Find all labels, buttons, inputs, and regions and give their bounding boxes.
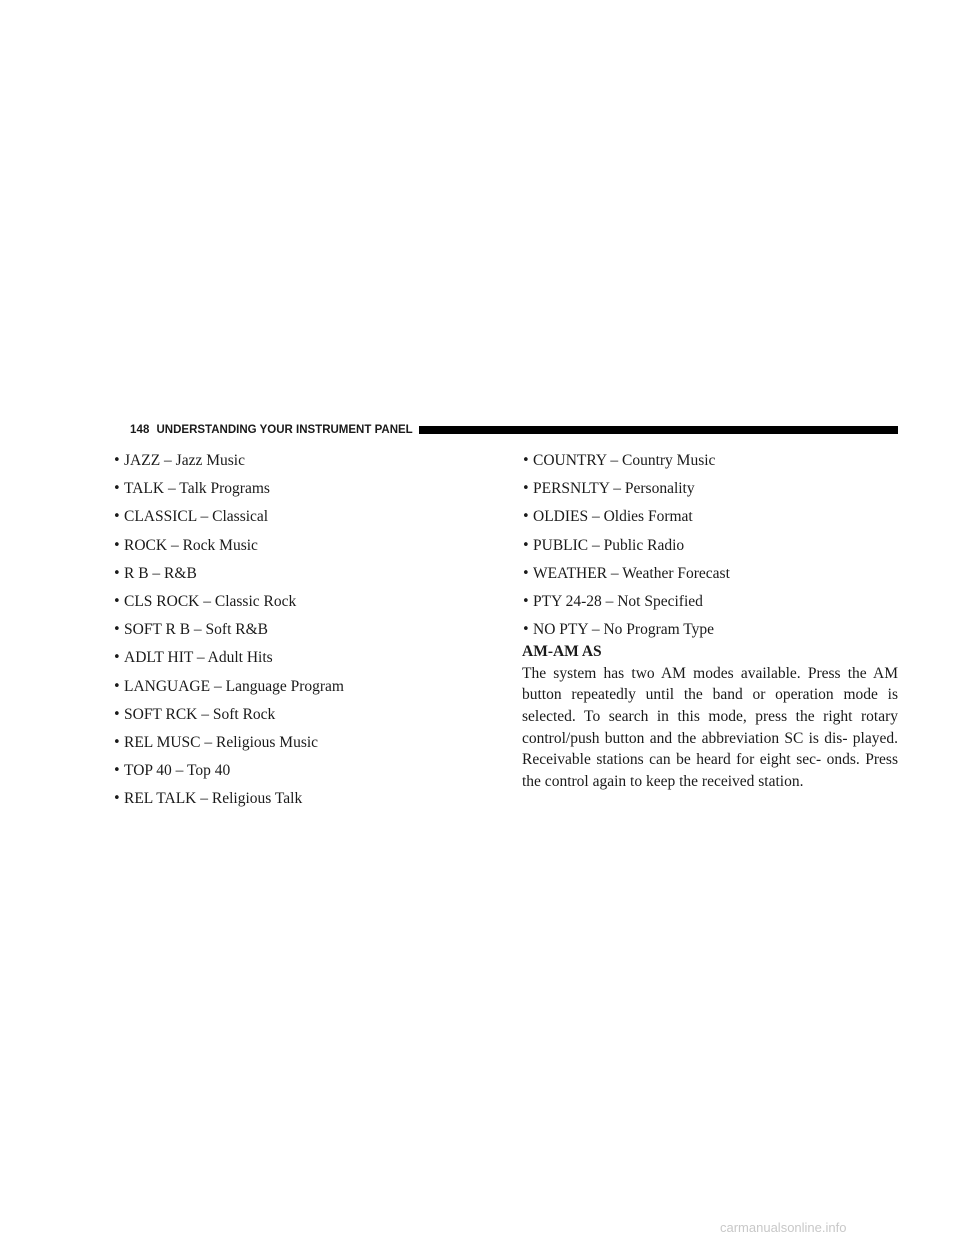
list-item <box>522 563 898 591</box>
list-item-text: LANGUAGE – Language Program <box>124 677 344 695</box>
list-item-text: CLS ROCK – Classic Rock <box>124 592 297 610</box>
bullet-icon: • <box>113 763 121 779</box>
list-item-text: NO PTY – No Program Type <box>533 621 715 639</box>
list-item-text: CLASSICL – Classical <box>124 508 269 526</box>
section-title: UNDERSTANDING YOUR INSTRUMENT PANEL <box>156 424 413 436</box>
list-item-text: JAZZ – Jazz Music <box>124 452 245 469</box>
list-item-text: SOFT RCK – Soft Rock <box>124 705 276 723</box>
list-item <box>113 563 483 591</box>
bullet-icon: • <box>113 453 121 468</box>
bullet-icon: • <box>113 509 121 525</box>
bullet-icon: • <box>522 481 530 497</box>
list-item <box>113 647 483 675</box>
list-item <box>522 535 898 563</box>
list-item-text: SOFT R B – Soft R&B <box>124 621 268 639</box>
bullet-icon: • <box>113 622 121 638</box>
list-item-text: PTY 24-28 – Not Specified <box>533 592 703 610</box>
list-item-text: REL MUSC – Religious Music <box>124 733 319 751</box>
right-column <box>522 450 898 792</box>
list-item <box>113 619 483 647</box>
list-item <box>113 591 483 619</box>
program-type-list-left <box>113 450 483 816</box>
section-body: The system has two AM modes available. Press the AM button repeatedly until the band or operation mode is selected. To search in this mode, press the right rotary control/push button and the abbreviation SC is dis- played. Receivable stations can be heard for eight sec- onds. Press the control again to keep the received station. <box>522 664 898 790</box>
left-column <box>113 450 483 816</box>
list-item-text: ROCK – Rock Music <box>124 536 258 554</box>
bullet-icon: • <box>522 565 530 581</box>
list-item-text: COUNTRY – Country Music <box>533 452 716 469</box>
list-item-text: TOP 40 – Top 40 <box>124 762 231 780</box>
bullet-icon: • <box>113 706 121 722</box>
list-item <box>113 676 483 704</box>
list-item-text: R B – R&B <box>124 564 197 582</box>
list-item-text: TALK – Talk Programs <box>124 480 270 498</box>
bullet-icon: • <box>113 734 121 750</box>
bullet-icon: • <box>522 453 530 468</box>
bullet-icon: • <box>522 509 530 525</box>
list-item <box>113 535 483 563</box>
list-item <box>113 704 483 732</box>
list-item-text: REL TALK – Religious Talk <box>124 790 303 808</box>
list-item-text: PUBLIC – Public Radio <box>533 536 685 554</box>
list-item <box>522 478 898 506</box>
list-item-text: WEATHER – Weather Forecast <box>533 564 730 582</box>
page-number: 148 <box>130 424 150 436</box>
bullet-icon: • <box>113 537 121 553</box>
list-item <box>113 788 483 816</box>
bullet-icon: • <box>113 791 121 807</box>
page-header <box>130 423 898 437</box>
program-type-list-right <box>522 450 898 647</box>
bullet-icon: • <box>113 481 121 497</box>
list-item-text: PERSNLTY – Personality <box>533 480 695 498</box>
list-item <box>113 760 483 788</box>
header-rule <box>419 426 898 434</box>
bullet-icon: • <box>522 622 530 638</box>
list-item-text: ADLT HIT – Adult Hits <box>124 649 273 667</box>
list-item <box>113 732 483 760</box>
list-item <box>113 478 483 506</box>
list-item <box>113 506 483 534</box>
bullet-icon: • <box>522 593 530 609</box>
list-item <box>522 506 898 534</box>
list-item <box>522 450 898 478</box>
list-item <box>113 450 483 478</box>
list-item <box>522 591 898 619</box>
bullet-icon: • <box>113 650 121 666</box>
bullet-icon: • <box>113 593 121 609</box>
bullet-icon: • <box>522 537 530 553</box>
watermark: carmanualsonline.info <box>720 1220 847 1235</box>
bullet-icon: • <box>113 565 121 581</box>
bullet-icon: • <box>113 678 121 694</box>
list-item-text: OLDIES – Oldies Format <box>533 508 693 526</box>
section-heading: AM-AM AS <box>522 643 602 661</box>
